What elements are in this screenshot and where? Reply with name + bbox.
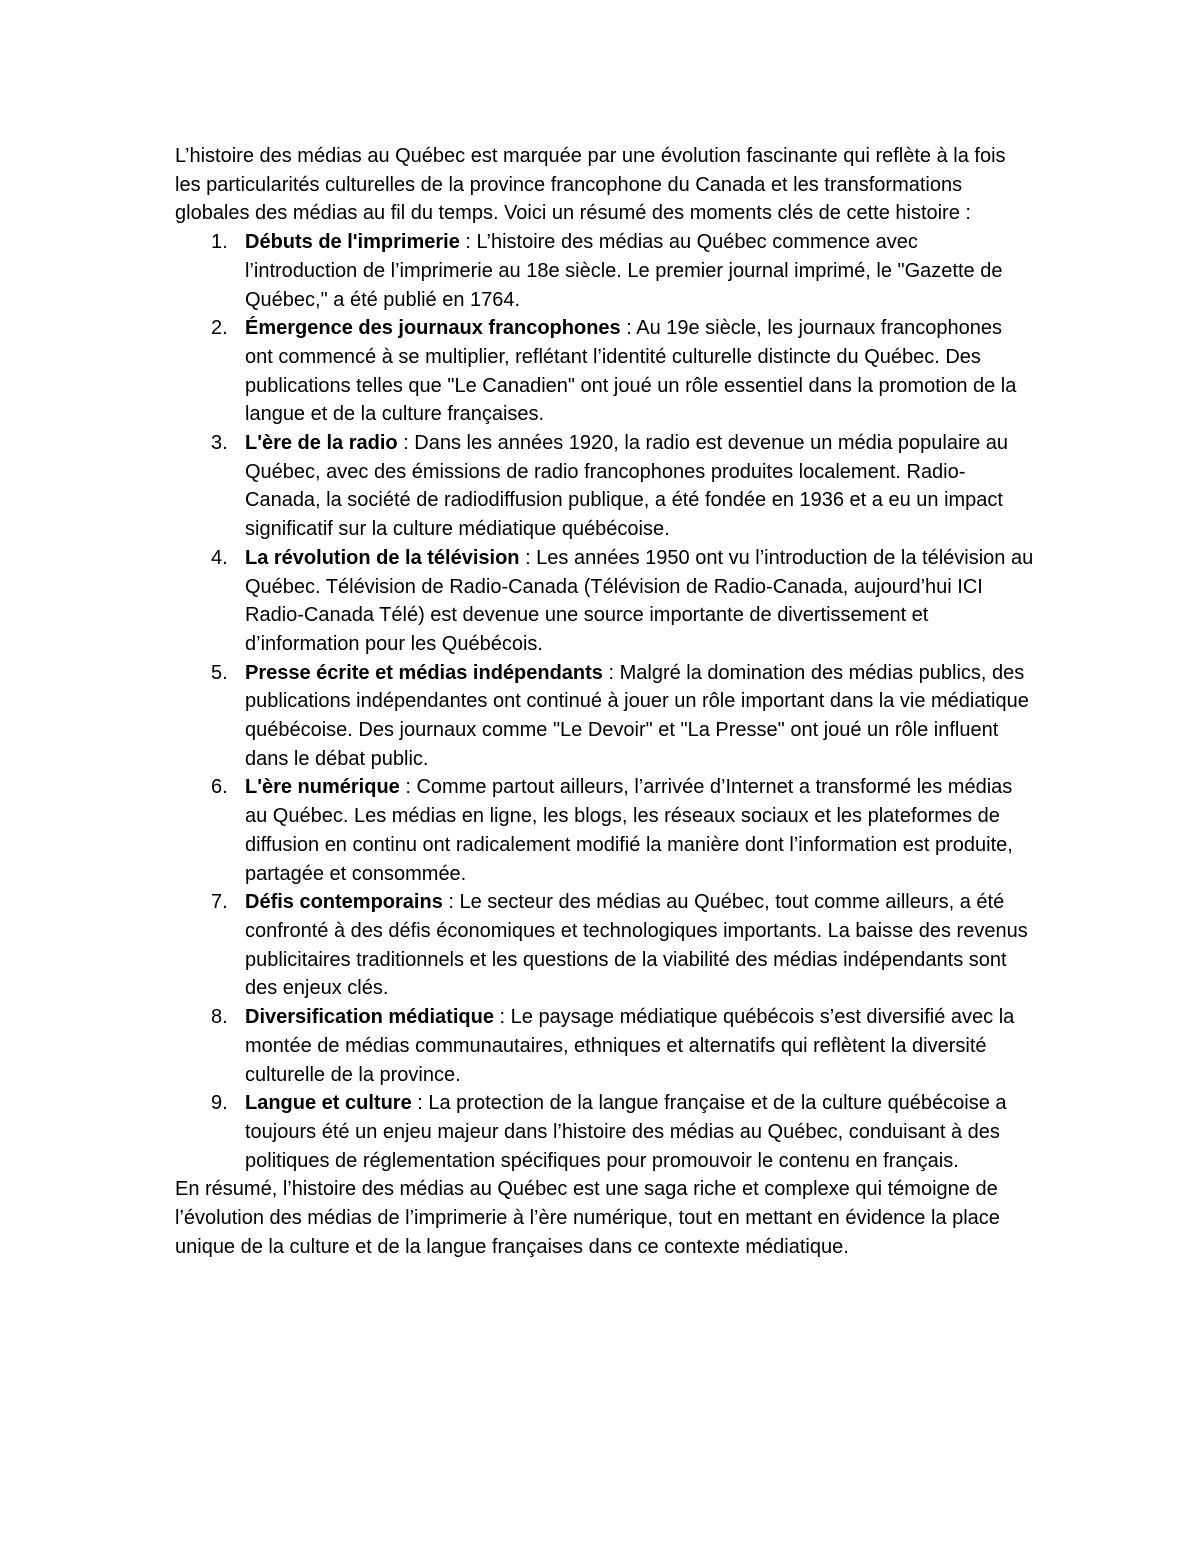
list-number: 7. [211, 891, 228, 914]
list-term: Défis contemporains [245, 891, 443, 914]
conclusion-paragraph: En résumé, l’histoire des médias au Québec est une saga riche et complexe qui témoigne de l’évolution des médias de l’imprimerie à l’ère numérique, tout en mettant en évidence la place unique de la culture et de la langue françaises dans ce contexte médiatique. [175, 1178, 1000, 1258]
intro-paragraph: L’histoire des médias au Québec est marquée par une évolution fascinante qui reflète à la fois les particularités culturelles de la province francophone du Canada et les transformations globales des médias au fil du temps. Voici un résumé des moments clés de cette histoire : [175, 145, 1006, 225]
list-number: 3. [211, 432, 228, 455]
list-term: Presse écrite et médias indépendants [245, 661, 603, 684]
list-number: 2. [211, 317, 228, 340]
list-number: 6. [211, 776, 228, 799]
list-number: 4. [211, 546, 228, 569]
list-term: Diversification médiatique [245, 1006, 494, 1029]
list-number: 1. [211, 231, 228, 254]
list-item [175, 1003, 1035, 1089]
list-number: 9. [211, 1092, 228, 1115]
list-term: Émergence des journaux francophones [245, 317, 621, 340]
list-text: : L’histoire des médias au Québec commence avec l’introduction de l’imprimerie au 18e siècle. Le premier journal imprimé, le "Gazette de Québec," a été publié en 1764. [245, 231, 1003, 311]
list-term: Débuts de l'imprimerie [245, 231, 460, 254]
list-term: L'ère numérique [245, 776, 400, 799]
list-term: L'ère de la radio [245, 432, 398, 455]
list-text: : Malgré la domination des médias publics, des publications indépendantes ont continué à jouer un rôle important dans la vie médiatique québécoise. Des journaux comme "Le Devoir" et "La Presse" ont joué un rôle influent dans le débat public. [245, 661, 1029, 770]
list-number: 5. [211, 661, 228, 684]
list-item [175, 314, 1035, 429]
list-item [175, 659, 1035, 774]
list-item [175, 228, 1035, 314]
list-text: : Comme partout ailleurs, l’arrivée d’Internet a transformé les médias au Québec. Les médias en ligne, les blogs, les réseaux sociaux et les plateformes de diffusion en continu ont radicalement modifié la manière dont l’information est produite, partagée et consommée. [245, 776, 1013, 885]
list-item [175, 544, 1035, 659]
list-text: : Le paysage médiatique québécois s’est diversifié avec la montée de médias communautaires, ethniques et alternatifs qui reflètent la diversité culturelle de la province. [245, 1006, 1015, 1086]
list-item [175, 429, 1035, 544]
list-term: Langue et culture [245, 1092, 412, 1115]
list-text: : Dans les années 1920, la radio est devenue un média populaire au Québec, avec des émissions de radio francophones produites localement. Radio-Canada, la société de radiodiffusion publique, a été fondée en 1936 et a eu un impact significatif sur la culture médiatique québécoise. [245, 432, 1009, 541]
history-list [175, 228, 1035, 1175]
list-text: : Le secteur des médias au Québec, tout comme ailleurs, a été confronté à des défis économiques et technologiques importants. La baisse des revenus publicitaires traditionnels et les questions de la viabilité des médias indépendants sont des enjeux clés. [245, 891, 1028, 1000]
document-page [175, 142, 1035, 1261]
list-text: : Au 19e siècle, les journaux francophones ont commencé à se multiplier, reflétant l’identité culturelle distincte du Québec. Des publications telles que "Le Canadien" ont joué un rôle essentiel dans la promotion de la langue et de la culture françaises. [245, 317, 1017, 426]
list-term: La révolution de la télévision [245, 546, 520, 569]
list-number: 8. [211, 1006, 228, 1029]
list-item [175, 888, 1035, 1003]
list-text: : Les années 1950 ont vu l’introduction de la télévision au Québec. Télévision de Radio-Canada (Télévision de Radio-Canada, aujourd’hui ICI Radio-Canada Télé) est devenue une source importante de divertissement et d’information pour les Québécois. [245, 546, 1034, 655]
list-text: : La protection de la langue française et de la culture québécoise a toujours été un enjeu majeur dans l’histoire des médias au Québec, conduisant à des politiques de réglementation spécifiques pour promouvoir le contenu en français. [245, 1092, 1007, 1172]
list-item [175, 1089, 1035, 1175]
list-item [175, 773, 1035, 888]
